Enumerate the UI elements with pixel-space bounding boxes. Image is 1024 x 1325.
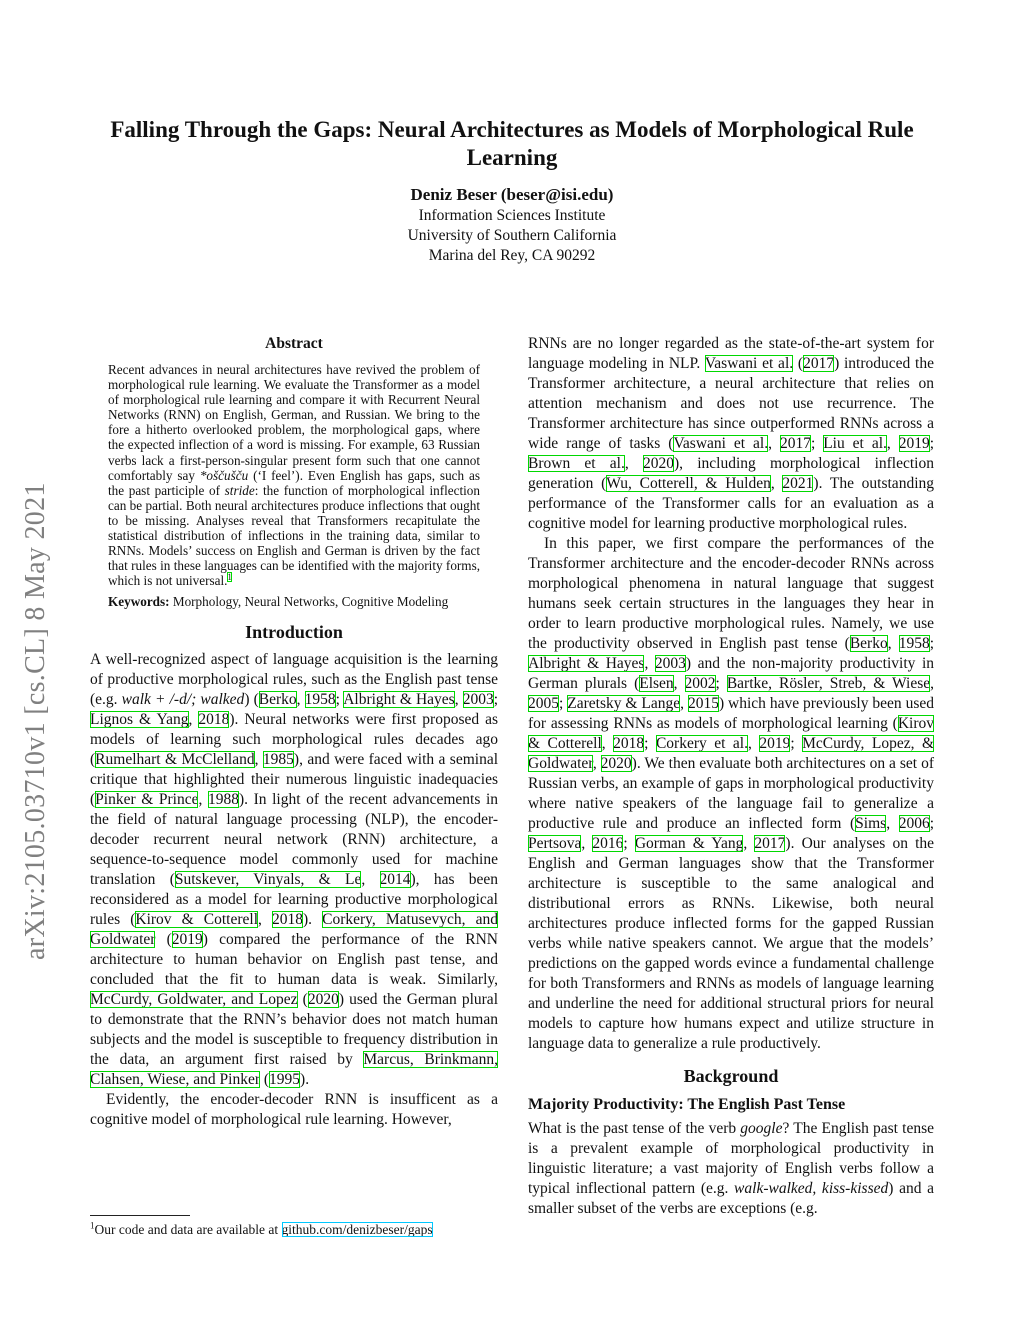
text-span: , [644, 655, 655, 672]
text-span: ; [335, 690, 344, 708]
keywords [108, 594, 480, 609]
citation-link[interactable]: Brown et al. [528, 455, 625, 472]
text-span: , [581, 835, 593, 852]
citation-link[interactable]: Bartke, Rösler, Streb, & Wiese [726, 675, 931, 692]
citation-year-link[interactable]: 2006 [898, 815, 930, 832]
right-body [528, 334, 934, 1054]
text-span: ( [155, 930, 172, 948]
citation-link[interactable]: Lignos & Yang [90, 710, 189, 728]
citation-link[interactable]: McCurdy, Goldwater, and Lopez [90, 990, 298, 1008]
text-span: , [680, 695, 688, 712]
author-block [0, 184, 1024, 266]
text-span: ; [623, 835, 635, 852]
citation-link[interactable]: Albright & Hayes [528, 655, 645, 672]
citation-link[interactable]: Wu, Cotterell, & Hulden [606, 475, 771, 492]
example-text: google [740, 1120, 783, 1137]
citation-link[interactable]: Elsen [639, 675, 674, 692]
citation-year-link[interactable]: 2020 [600, 755, 632, 772]
text-span: ), and were faced with a seminal critique that highlighted their numerous linguistic inadequacies ( [90, 750, 498, 808]
section-heading-introduction: Introduction [245, 621, 343, 642]
footnote [90, 1222, 500, 1238]
text-span: ) introduced the Transformer architecture, a neural architecture that relies on attention mechanism and does not use recurrence. The Transformer architecture has since outperformed RNNs across a wide range of tasks ( [528, 355, 934, 452]
citation-year-link[interactable]: 2015 [687, 695, 719, 712]
text-span: ; [559, 695, 568, 712]
text-span: , [361, 870, 380, 888]
citation-link[interactable]: Corkery, Matusevych, and Goldwater [90, 910, 498, 948]
text-span: , [886, 435, 899, 452]
text-span: , [454, 690, 463, 708]
text-span: ; [790, 735, 803, 752]
text-span: , [258, 910, 272, 928]
citation-year-link[interactable]: 2020 [642, 455, 674, 472]
text-span: What is the past tense of the verb [528, 1120, 741, 1137]
text-span: ; [929, 815, 934, 832]
text-span: ; [929, 435, 935, 452]
affiliation-line: Information Sciences Institute [418, 207, 606, 224]
citation-year-link[interactable]: 2017 [803, 355, 835, 372]
text-span: ). Neural networks were first proposed as models of learning such morphological rules decades ago ( [90, 710, 498, 768]
text-span: ; [810, 435, 824, 452]
citation-link[interactable]: Kirov & Cotterell [528, 715, 934, 752]
citation-year-link[interactable]: 2016 [592, 835, 624, 852]
citation-link[interactable]: Sutskever, Vinyals, & Le [174, 870, 362, 888]
text-span: ). We then evaluate both architectures on a set of Russian verbs, an example of gaps in morphological productivity where native speakers of the language fail to generalize a productive rule and produce an inflected form ( [528, 755, 934, 832]
text-span: , [624, 455, 643, 472]
citation-year-link[interactable]: 2005 [528, 695, 559, 712]
text-span: , [768, 435, 780, 452]
text-span: A well-recognized aspect of language acquisition is the learning of productive morphological rules, such as the English past tense (e.g. [90, 650, 498, 708]
section-heading-background: Background [683, 1066, 779, 1086]
text-span: , [601, 735, 614, 752]
paragraph [528, 334, 934, 534]
author-name: Deniz Beser (beser@isi.edu) [410, 185, 614, 204]
text-span: , [743, 835, 755, 852]
abstract-heading: Abstract [265, 335, 323, 352]
text-span: ? The English past tense is a prevalent example of morphological productivity in linguistic literature; a vast majority of English verbs follow a typical inflectional pattern (e.g. [528, 1120, 934, 1197]
citation-link[interactable]: Rumelhart & McClelland [95, 750, 255, 768]
text-span: , [747, 735, 760, 752]
citation-year-link[interactable]: 2019 [759, 735, 791, 752]
paragraph [528, 1119, 934, 1219]
citation-year-link[interactable]: 1958 [898, 635, 930, 652]
intro-body [90, 650, 498, 1130]
citation-year-link[interactable]: 2018 [613, 735, 645, 752]
text-span: ) and the non-majority productivity in German plurals ( [528, 655, 935, 692]
abstract-text [108, 362, 480, 588]
citation-year-link[interactable]: 1988 [207, 790, 239, 808]
citation-year-link[interactable]: 2018 [272, 910, 303, 928]
citation-link[interactable]: Vaswani et al. [673, 435, 769, 452]
citation-year-link[interactable]: 2017 [754, 835, 786, 852]
footnote-rule [90, 1215, 190, 1216]
text-span: In this paper, we first compare the performances of the Transformer architecture and the encoder-decoder RNNs across morphological phenomena in natural language that suggest humans seek certain structures in the languages they hear in order to learn productive morphological rules. Namely, we use the productivity observed in English past tense ( [528, 535, 934, 652]
text-span: ( [793, 355, 804, 372]
paragraph [528, 534, 934, 1054]
text-span: , [673, 675, 685, 692]
citation-link[interactable]: Pinker & Prince [95, 790, 199, 808]
citation-year-link[interactable]: 2019 [898, 435, 930, 452]
text-span: , [887, 635, 899, 652]
citation-link[interactable]: Sims [855, 815, 887, 832]
subsection-heading: Majority Productivity: The English Past Tense [528, 1096, 846, 1113]
paragraph: Evidently, the encoder-decoder RNN is insufficent as a cognitive model of morphological rule learning. However, [90, 1090, 498, 1128]
citation-year-link[interactable]: 2019 [171, 930, 203, 948]
example-word: stride [224, 482, 255, 498]
citation-link[interactable]: Zaretsky & Lange [567, 695, 681, 712]
affiliation-line: Marina del Rey, CA 90292 [428, 247, 596, 264]
text-span: ). [300, 1070, 310, 1088]
text-span: ). [303, 910, 323, 928]
citation-link[interactable]: Corkery et al. [655, 735, 748, 752]
citation-year-link[interactable]: 2017 [779, 435, 811, 452]
text-span: , [770, 475, 783, 492]
text-span: ) and a smaller subset of the verbs are exceptions (e.g. [528, 1180, 935, 1217]
citation-year-link[interactable]: 2018 [198, 710, 230, 728]
text-span: ; [644, 735, 656, 752]
footnote-mark: 1 [90, 1220, 95, 1231]
text-span: , [930, 675, 935, 692]
citation-year-link[interactable]: 2002 [684, 675, 716, 692]
text-span: ), including morphological inflection generation ( [528, 455, 934, 492]
text-span: ; [493, 690, 499, 708]
citation-link[interactable]: Marcus, Brinkmann, Clahsen, Wiese, and Pinker [90, 1050, 498, 1088]
text-span: , [886, 815, 899, 832]
abstract-span: : the function of morphological inflection can be partial. Both neural architectures produce inflections that ought to be missing. Analyses reveal that Transformers recapitulate the statistical distribution of inflections in the training data, similar to RNNs. Models’ success on English and German is driven by the fact that rules in these languages can be identified with the majority forms, which is not universal. [108, 482, 480, 589]
text-span: , [592, 755, 601, 772]
citation-link[interactable]: Vaswani et al. [704, 355, 794, 372]
background-body [528, 1119, 934, 1219]
text-span: ; [715, 675, 727, 692]
text-span: , [296, 690, 305, 708]
text-span: ). Our analyses on the English and German languages show that the Transformer architecture is susceptible to the same analogical and distributional errors as RNNs. Likewise, both neural architectures produce inflected forms for the gapped Russian verbs while native speakers cannot. We argue that the models’ predictions on the gapped words evince a fundamental challenge for both Transformers and RNNs as models of language learning and underline the need for additional structural priors for neural models to capture how humans expect and utilize structure in language data to generalize a rule productively. [528, 835, 935, 1052]
text-span: ) compared the performance of the RNN architecture to human behavior on English past tense, and concluded that the fit to human data is weak. Similarly, [90, 930, 498, 988]
citation-year-link[interactable]: 1985 [262, 750, 294, 768]
left-column [90, 334, 498, 1130]
citation-link[interactable]: Albright & Hayes [343, 690, 455, 708]
citation-year-link[interactable]: 2003 [462, 690, 494, 708]
text-span: ) ( [244, 690, 259, 708]
text-span: , [198, 790, 208, 808]
citation-year-link[interactable]: 2003 [654, 655, 686, 672]
abstract [90, 362, 498, 610]
citation-link[interactable]: Berko [258, 690, 297, 708]
example-text: walk-walked, kiss-kissed [734, 1180, 889, 1197]
abstract-span: Recent advances in neural architectures have revived the problem of morphological rule learning. We evaluate the Transformer as a model of morphological rule learning and compare it with Recurrent Neural Networks (RNN) on English, German, and Russian. We bring to the fore a hitherto overlooked problem, the morphological gaps, where the expected inflection of a word is missing. For example, 63 Russian verbs lack a first-person-singular present form such that one cannot comfortably say [108, 362, 480, 483]
text-span: ). The outstanding performance of the Transformer calls for an evaluation as a cognitive model for learning productive morphological rules. [528, 475, 934, 532]
abstract-span: (‘I feel’). Even English has gaps, such as the past participle of [108, 467, 480, 498]
citation-year-link[interactable]: 2014 [379, 870, 411, 888]
footnote-link[interactable]: 1 [227, 571, 232, 582]
text-span: , [188, 710, 199, 728]
text-span: RNNs are no longer regarded as the state-of-the-art system for language modeling in NLP. [528, 335, 934, 372]
example-word: *oščušču [199, 467, 249, 483]
citation-link[interactable]: Gorman & Yang [634, 835, 744, 852]
text-span: ). In light of the recent advancements in the field of natural language processing (NLP), the encoder-decoder recurrent neural network (RNN) architecture, a sequence-to-sequence model commonly used for machine translation ( [90, 790, 499, 888]
citation-link[interactable]: Kirov & Cotterell [135, 910, 259, 928]
text-span: ; [929, 635, 934, 652]
citation-link[interactable]: McCurdy, Lopez, & Goldwater [528, 735, 935, 772]
citation-year-link[interactable]: 2021 [782, 475, 814, 492]
keywords-list: Morphology, Neural Networks, Cognitive Modeling [169, 594, 449, 610]
footnote-text: Our code and data are available at [94, 1222, 282, 1237]
text-span: ( [297, 990, 308, 1008]
right-column [528, 334, 934, 1219]
text-span: ( [260, 1070, 270, 1088]
keywords-label: Keywords: [108, 594, 170, 610]
citation-year-link[interactable]: 2020 [307, 990, 339, 1008]
text-span: ), has been reconsidered as a model for learning productive morphological rules ( [90, 870, 499, 928]
citation-year-link[interactable]: 1958 [304, 690, 336, 708]
arxiv-stamp: arXiv:2105.03710v1 [cs.CL] 8 May 2021 [20, 482, 51, 960]
text-span: ) used the German plural to demonstrate that the RNN’s behavior does not match human subjects and the model is susceptible to frequency distribution in the data, an argument first raised by [90, 990, 498, 1068]
paragraph [90, 650, 498, 1090]
paper-title: Falling Through the Gaps: Neural Architectures as Models of Morphological Rule Learning [110, 117, 914, 170]
citation-link[interactable]: Berko [849, 635, 888, 652]
text-span: , [254, 750, 263, 768]
citation-link[interactable]: Pertsova [528, 835, 582, 852]
example-text: walk + /-d/; walked [121, 690, 245, 708]
citation-year-link[interactable]: 1995 [269, 1070, 301, 1088]
text-span: ) which have previously been used for assessing RNNs as models of morphological learning ( [528, 695, 934, 732]
affiliation-line: University of Southern California [407, 227, 617, 244]
repo-url-link[interactable]: github.com/denizbeser/gaps [281, 1222, 433, 1237]
citation-link[interactable]: Liu et al. [823, 435, 887, 452]
